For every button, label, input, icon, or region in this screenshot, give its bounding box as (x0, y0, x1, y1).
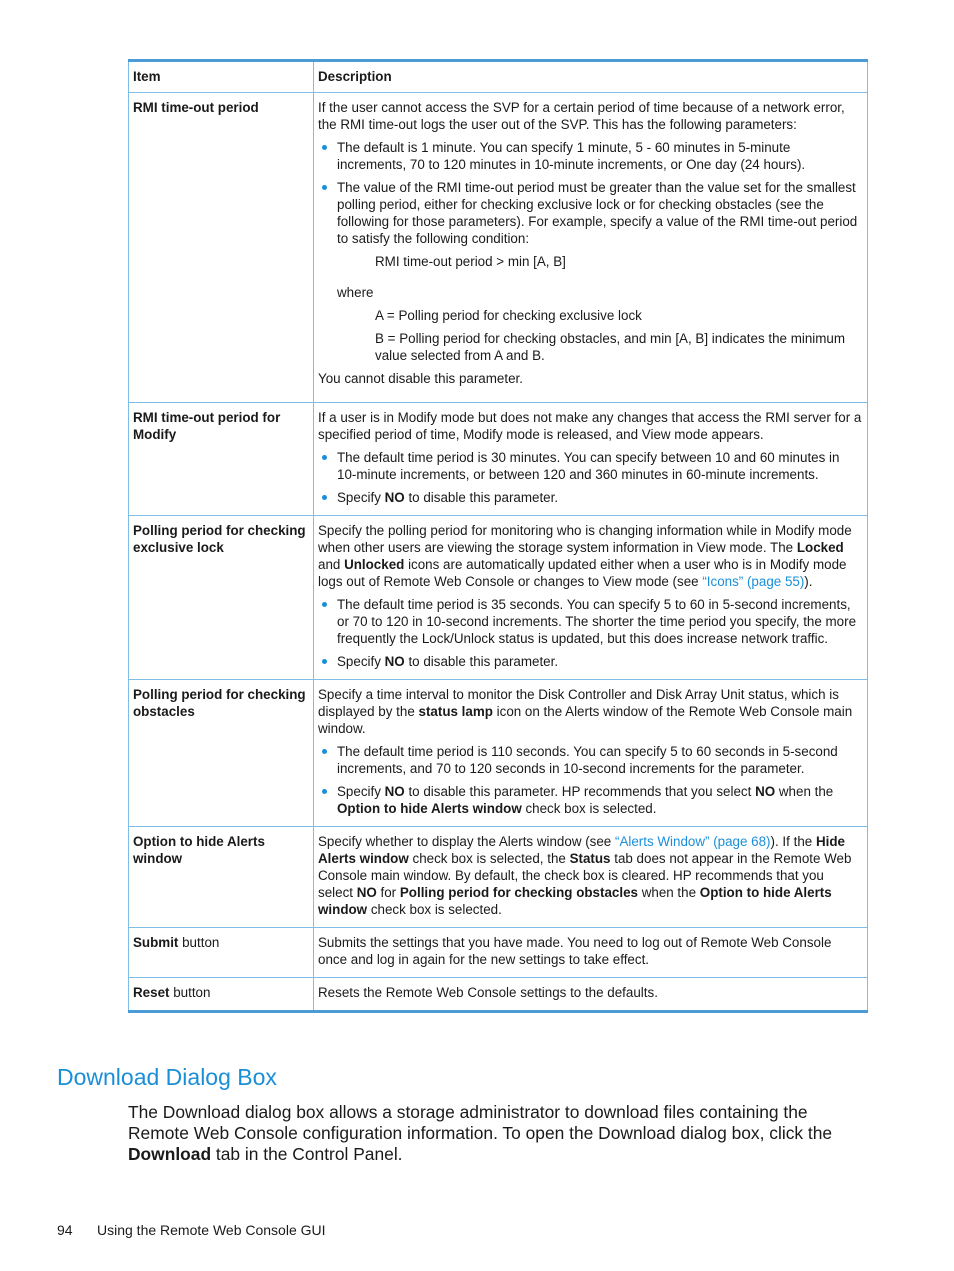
table-row (129, 516, 868, 680)
item-name-bold: Submit (133, 935, 179, 950)
table-row (129, 978, 868, 1012)
text-run-bold: NO (755, 784, 776, 799)
list-item (337, 489, 862, 506)
description-text: If a user is in Modify mode but does not make any changes that access the RMI server for a specified period of time, Modify mode is released, and View mode appears. (318, 410, 862, 442)
text-run-bold: Locked (796, 540, 844, 555)
item-name-plain: button (178, 935, 220, 950)
section-heading: Download Dialog Box (57, 1064, 277, 1090)
text-run: Specify (337, 654, 385, 669)
text-run: when the (775, 784, 834, 799)
text-run-bold: Hide Alerts window (318, 834, 845, 866)
text-run: tab does not appear in the Remote Web Console main window. By default, the check box is cleared. HP recommends that you select (318, 851, 852, 900)
text-run: to disable this parameter. (404, 654, 559, 669)
text-run: to disable this parameter. HP recommends that you select (404, 784, 756, 799)
text-run: Specify (337, 490, 385, 505)
table-row (129, 403, 868, 516)
section-body (128, 1102, 873, 1165)
item-name-bold: Reset (133, 985, 170, 1000)
text-run-bold: Polling period for checking obstacles (399, 885, 638, 900)
text-run: check box is selected, the (408, 851, 570, 866)
page-number: 94 (57, 1222, 73, 1238)
text-run: ). If the (770, 834, 816, 849)
text-run: and (318, 557, 345, 572)
list-item: The default time period is 110 seconds. You can specify 5 to 60 seconds in 5-second increments, and 70 to 120 seconds in 10-second increments for the parameter. (337, 743, 862, 777)
bullet-list (318, 139, 862, 364)
table-row (129, 928, 868, 978)
bullet-list (318, 596, 862, 670)
where-label: where (337, 285, 374, 300)
definition-a: A = Polling period for checking exclusive lock (375, 308, 642, 323)
page-footer (57, 1222, 326, 1238)
text-run-bold: Unlocked (344, 557, 405, 572)
description-cell (314, 516, 868, 680)
text-run: Specify a time interval to monitor the Disk Controller and Disk Array Unit status, which is displayed by the (318, 687, 839, 719)
text-run-bold: Option to hide Alerts window (337, 801, 522, 816)
definition-b: B = Polling period for checking obstacles, and min [A, B] indicates the minimum value selected from A and B. (375, 331, 846, 363)
description-text: If the user cannot access the SVP for a certain period of time because of a network error, the RMI time-out logs the user out of the SVP. This has the following parameters: (318, 100, 845, 132)
item-cell: RMI time-out period (129, 93, 314, 403)
text-run: The Download dialog box allows a storage administrator to download files containing the Remote Web Console configuration information. To open the Download dialog box, click the (128, 1102, 833, 1143)
text-run: icons are automatically updated either when a user who is in Modify mode logs out of Remote Web Console or changes to View mode (see (318, 557, 847, 589)
description-cell (314, 93, 868, 403)
text-run: Specify the polling period for monitoring who is changing information while in Modify mode when other users are viewing the storage system information in View mode. The (318, 523, 852, 555)
text-run-bold: NO (384, 490, 405, 505)
description-cell (314, 403, 868, 516)
text-run-bold: NO (384, 784, 405, 799)
text-run-bold: Option to hide Alerts window (318, 885, 832, 917)
description-text (318, 522, 862, 590)
text-run: check box is selected. (521, 801, 657, 816)
list-item-text: The value of the RMI time-out period must be greater than the value set for the smallest polling period, either for checking exclusive lock or for checking obstacles (see the following for those parameters). For example, specify a value of the RMI time-out period to satisfy the following condition: (337, 180, 858, 246)
list-item: The default time period is 30 minutes. You can specify between 10 and 60 minutes in 10-minute increments, or between 120 and 360 minutes in 60-minute increments. (337, 449, 862, 483)
condition-formula: RMI time-out period > min [A, B] (375, 254, 566, 269)
description-cell (314, 827, 868, 928)
description-text (318, 686, 862, 737)
chapter-title: Using the Remote Web Console GUI (97, 1222, 326, 1238)
description-text: You cannot disable this parameter. (318, 371, 523, 386)
alerts-window-page-link[interactable]: “Alerts Window” (page 68) (614, 834, 771, 849)
text-run: to disable this parameter. (404, 490, 559, 505)
item-name-plain: button (169, 985, 211, 1000)
item-cell: RMI time-out period for Modify (129, 403, 314, 516)
description-cell: Submits the settings that you have made. You need to log out of Remote Web Console once and log in again for the new settings to take effect. (314, 928, 868, 978)
text-run: for (376, 885, 400, 900)
text-run-bold: Download (128, 1144, 212, 1164)
table-row (129, 93, 868, 403)
text-run: icon on the Alerts window of the Remote Web Console main window. (318, 704, 853, 736)
text-run: check box is selected. (367, 902, 502, 917)
text-run-bold: NO (384, 654, 405, 669)
bullet-list (318, 743, 862, 817)
text-run: tab in the Control Panel. (211, 1144, 403, 1164)
item-cell: Polling period for checking obstacles (129, 680, 314, 827)
list-item (337, 179, 862, 364)
text-run-bold: NO (356, 885, 377, 900)
description-cell: Resets the Remote Web Console settings to the defaults. (314, 978, 868, 1012)
text-run-bold: Status (569, 851, 611, 866)
column-header-item: Item (129, 61, 314, 93)
list-item (337, 653, 862, 670)
item-cell: Polling period for checking exclusive lock (129, 516, 314, 680)
item-cell (129, 978, 314, 1012)
bullet-list (318, 449, 862, 506)
item-cell: Option to hide Alerts window (129, 827, 314, 928)
text-run: Specify whether to display the Alerts window (see (318, 834, 615, 849)
description-cell (314, 680, 868, 827)
table-header-row (129, 61, 868, 93)
list-item: The default is 1 minute. You can specify 1 minute, 5 - 60 minutes in 5-minute increments, 70 to 120 minutes in 10-minute increments, or One day (24 hours). (337, 139, 862, 173)
item-cell (129, 928, 314, 978)
list-item (337, 783, 862, 817)
text-run: Specify (337, 784, 385, 799)
icons-page-link[interactable]: “Icons” (page 55) (702, 574, 805, 589)
description-text (318, 833, 862, 918)
text-run: ). (804, 574, 813, 589)
parameter-table (128, 59, 868, 1013)
text-run: when the (637, 885, 700, 900)
table-row (129, 680, 868, 827)
table-row (129, 827, 868, 928)
text-run-bold: status lamp (418, 704, 493, 719)
list-item: The default time period is 35 seconds. You can specify 5 to 60 in 5-second increments, or 70 to 120 in 10-second increments. The shorter the time period you specify, the more frequently the Lock/Unlock status is updated, but this does increase network traffic. (337, 596, 862, 647)
column-header-description: Description (314, 61, 868, 93)
